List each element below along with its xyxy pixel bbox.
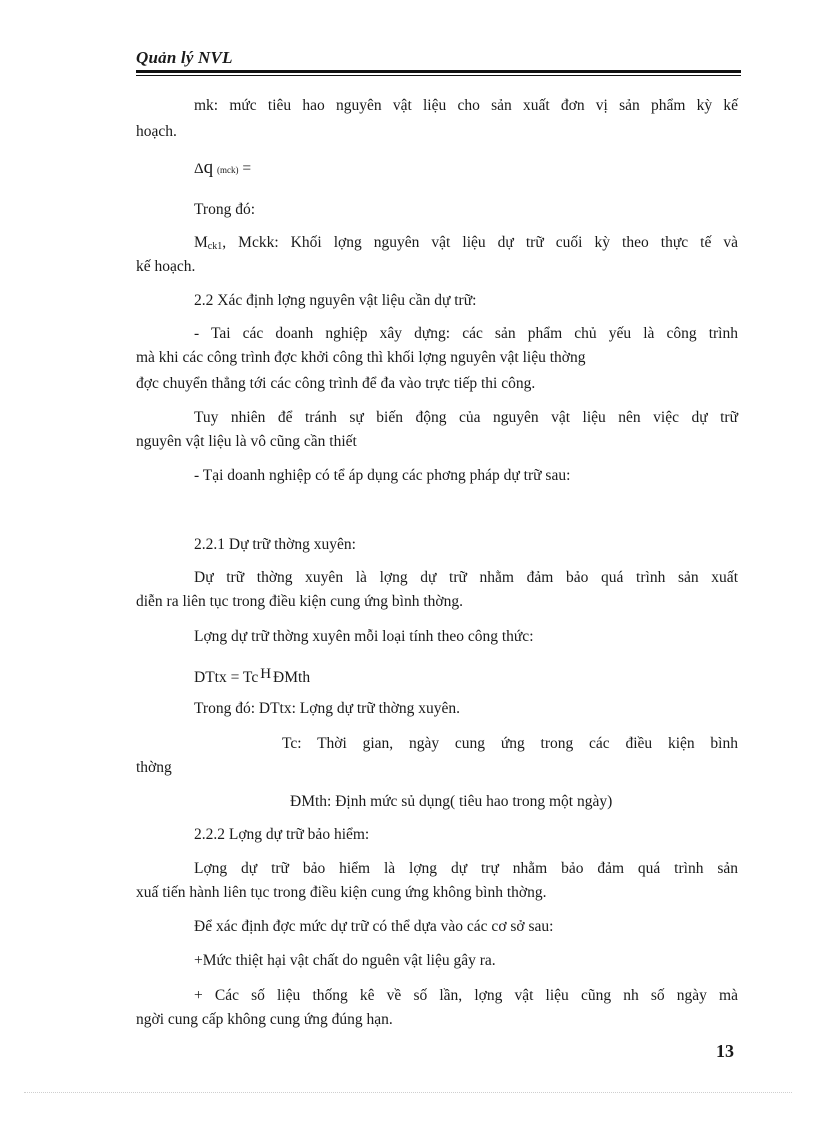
formula-dttx: [194, 664, 310, 688]
text-rest: , Mckk: Khối lợng nguyên vật liệu dự trữ cuối kỳ theo thực tế và: [222, 234, 738, 251]
text-line: Trong đó: DTtx: Lợng dự trữ thờng xuyên.: [194, 700, 460, 717]
section-heading: 2.2 Xác định lợng nguyên vật liệu cần dự trữ:: [194, 292, 477, 309]
page-number: 13: [716, 1041, 734, 1061]
text-line: - Tại doanh nghiệp có tể áp dụng các phơng pháp dự trữ sau:: [194, 467, 571, 484]
formula-h-symbol: H: [260, 666, 272, 682]
delta-symbol: Δ: [194, 161, 204, 177]
header-rule-thick: [136, 70, 741, 73]
text-line: Tuy nhiên để tránh sự biến động của nguyên vật liệu nên việc dự trữ: [194, 409, 738, 426]
text-line: [194, 233, 738, 257]
formula-lhs: DTtx = Tc: [194, 669, 259, 686]
text-line: nguyên vật liệu là vô cũng cần thiết: [136, 433, 357, 450]
formula-q: q: [203, 157, 214, 178]
text-line: ngời cung cấp không cung ứng đúng hạn.: [136, 1011, 393, 1028]
text-line: +Mức thiệt hại vật chất do nguên vật liệu gây ra.: [194, 952, 496, 969]
text-line: mk: mức tiêu hao nguyên vật liệu cho sản xuất đơn vị sản phẩm kỳ kế: [194, 97, 738, 114]
section-heading: 2.2.2 Lợng dự trữ bảo hiểm:: [194, 826, 370, 843]
text-line: mà khi các công trình đợc khởi công thì khối lợng nguyên vật liệu thờng: [136, 349, 586, 366]
text-line: diễn ra liên tục trong điều kiện cung ứng bình thờng.: [136, 593, 463, 610]
text-line: Lợng dự trữ bảo hiểm là lợng dự trự nhằm bảo đảm quá trình sản: [194, 860, 738, 877]
formula-rhs: ĐMth: [273, 669, 311, 686]
text-line: Trong đó:: [194, 201, 256, 218]
text-m: M: [194, 234, 208, 251]
section-heading: 2.2.1 Dự trữ thờng xuyên:: [194, 536, 356, 553]
footer-divider: [24, 1092, 792, 1093]
formula-equals: =: [238, 160, 252, 177]
text-line: đợc chuyển thẳng tới các công trình để đa vào trực tiếp thi công.: [136, 375, 536, 392]
text-line: hoạch.: [136, 123, 177, 140]
header-rule-thin: [136, 75, 741, 76]
header-title: Quản lý NVL: [136, 48, 233, 67]
text-line: ĐMth: Định mức sủ dụng( tiêu hao trong một ngày): [290, 793, 613, 810]
text-line: Dự trữ thờng xuyên là lợng dự trữ nhằm đảm bảo quá trình sản xuất: [194, 569, 738, 586]
text-line: Lợng dự trữ thờng xuyên mỗi loại tính theo công thức:: [194, 628, 534, 645]
text-line: Để xác định đợc mức dự trữ có thể dựa vào các cơ sở sau:: [194, 918, 554, 935]
formula-subscript: (mck): [217, 165, 239, 175]
text-line: kế hoạch.: [136, 258, 196, 275]
text-line: + Các số liệu thống kê về số lần, lợng vật liệu cũng nh số ngày mà: [194, 987, 738, 1004]
formula-delta-q: [194, 158, 251, 180]
text-line: Tc: Thời gian, ngày cung ứng trong các điều kiện bình: [282, 735, 738, 752]
text-line: xuấ tiến hành liên tục trong điều kiện cung ứng không bình thờng.: [136, 884, 547, 901]
text-subscript: ck1: [207, 241, 223, 252]
text-line: - Tai các doanh nghiệp xây dựng: các sản phẩm chủ yếu là công trình: [194, 325, 738, 342]
text-line: thờng: [136, 759, 172, 776]
